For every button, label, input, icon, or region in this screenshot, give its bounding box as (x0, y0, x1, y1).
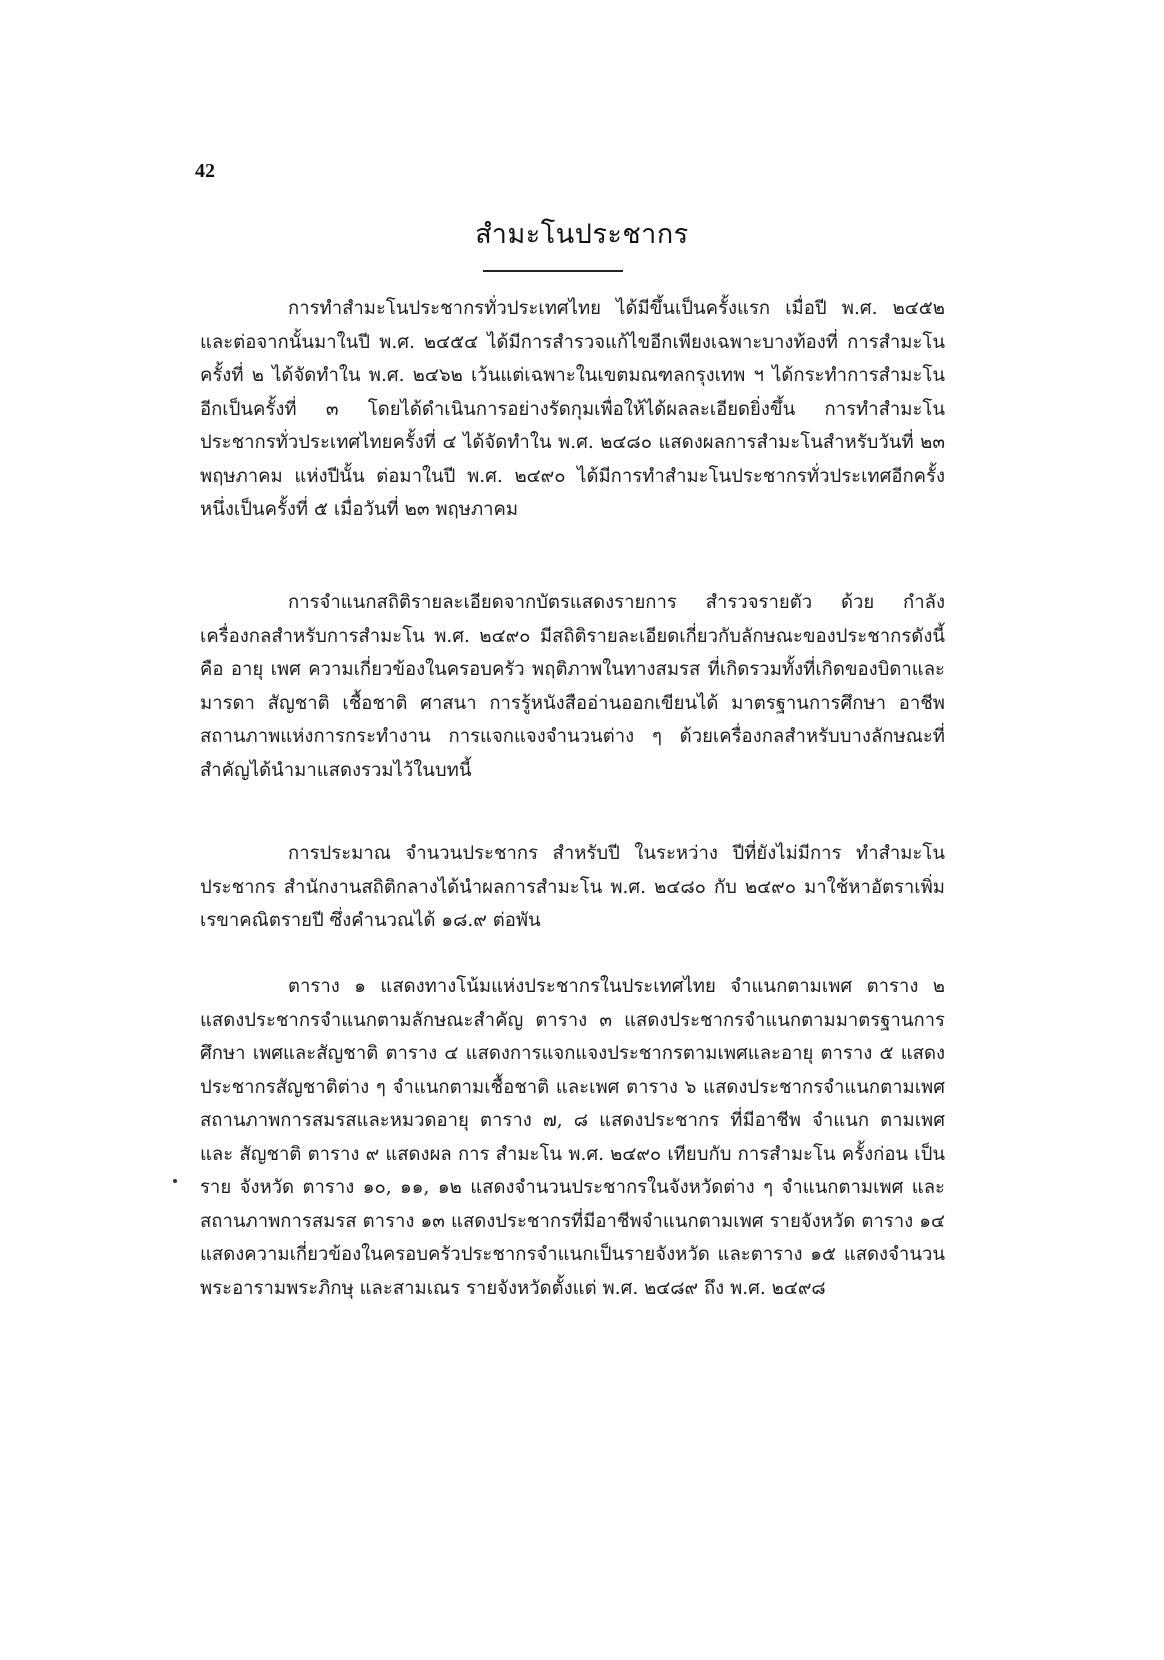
paragraph-statistics-classification: การจำแนกสถิติรายละเอียดจากบัตรแสดงรายการ สำรวจรายตัว ด้วย กำลังเครื่องกลสำหรับการสำมะโน พ.ศ. ๒๔๙๐ มีสถิติรายละเอียดเกี่ยวกับลักษณะของประชากรดังนี้ คือ อายุ เพศ ความเกี่ยวข้องในครอบครัว พฤติภาพในทางสมรส ที่เกิดรวมทั้งที่เกิดของบิดาและมารดา สัญชาติ เชื้อชาติ ศาสนา การรู้หนังสืออ่านออกเขียนได้ มาตรฐานการศึกษา อาชีพ สถานภาพแห่งการกระทำงาน การแจกแจงจำนวนต่าง ๆ ด้วยเครื่องกลสำหรับบางลักษณะที่สำคัญได้นำมาแสดงรวมไว้ในบทนี้ (200, 592, 945, 781)
paragraph-census-history: การทำสำมะโนประชากรทั่วประเทศไทย ได้มีขึ้นเป็นครั้งแรก เมื่อปี พ.ศ. ๒๔๕๒ และต่อจากนั้นมาในปี พ.ศ. ๒๔๕๔ ได้มีการสำรวจแก้ไขอีกเพียงเฉพาะบางท้องที่ การสำมะโนครั้งที่ ๒ ได้จัดทำใน พ.ศ. ๒๔๖๒ เว้นแต่เฉพาะในเขตมณฑลกรุงเทพ ฯ ได้กระทำการสำมะโนอีกเป็นครั้งที่ ๓ โดยได้ดำเนินการอย่างรัดกุมเพื่อให้ได้ผลละเอียดยิ่งขึ้น การทำสำมะโนประชากรทั่วประเทศไทยครั้งที่ ๔ ได้จัดทำใน พ.ศ. ๒๔๘๐ แสดงผลการสำมะโนสำหรับวันที่ ๒๓ พฤษภาคม แห่งปีนั้น ต่อมาในปี พ.ศ. ๒๔๙๐ ได้มีการทำสำมะโนประชากรทั่วประเทศอีกครั้งหนึ่งเป็นครั้งที่ ๕ เมื่อวันที่ ๒๓ พฤษภาคม (200, 298, 945, 520)
paragraph-population-estimate: การประมาณ จำนวนประชากร สำหรับปี ในระหว่าง ปีที่ยังไม่มีการ ทำสำมะโนประชากร สำนักงานสถิติกลางได้นำผลการสำมะโน พ.ศ. ๒๔๘๐ กับ ๒๔๙๐ มาใช้หาอัตราเพิ่มเรขาคณิตรายปี ซึ่งคำนวณได้ ๑๘.๙ ต่อพัน (200, 843, 945, 931)
paragraph-table-list: ตาราง ๑ แสดงทางโน้มแห่งประชากรในประเทศไทย จำแนกตามเพศ ตาราง ๒ แสดงประชากรจำแนกตามลักษณะสำคัญ ตาราง ๓ แสดงประชากรจำแนกตามมาตรฐานการศึกษา เพศและสัญชาติ ตาราง ๔ แสดงการแจกแจงประชากรตามเพศและอายุ ตาราง ๕ แสดงประชากรสัญชาติต่าง ๆ จำแนกตามเชื้อชาติ และเพศ ตาราง ๖ แสดงประชากรจำแนกตามเพศ สถานภาพการสมรสและหมวดอายุ ตาราง ๗, ๘ แสดงประชากร ที่มีอาชีพ จำแนก ตามเพศ และ สัญชาติ ตาราง ๙ แสดงผล การ สำมะโน พ.ศ. ๒๔๙๐ เทียบกับ การสำมะโน ครั้งก่อน เป็นราย จังหวัด ตาราง ๑๐, ๑๑, ๑๒ แสดงจำนวนประชากรในจังหวัดต่าง ๆ จำแนกตามเพศ และสถานภาพการสมรส ตาราง ๑๓ แสดงประชากรที่มีอาชีพจำแนกตามเพศ รายจังหวัด ตาราง ๑๔ แสดงความเกี่ยวข้องในครอบครัวประชากรจำแนกเป็นรายจังหวัด และตาราง ๑๕ แสดงจำนวนพระอารามพระภิกษุ และสามเณร รายจังหวัดตั้งแต่ พ.ศ. ๒๔๘๙ ถึง พ.ศ. ๒๔๙๘ (200, 976, 945, 1299)
page-title: สำมะโนประชากร (475, 219, 689, 250)
margin-dot (173, 1179, 177, 1183)
title-underline (483, 270, 623, 272)
page-number: 42 (195, 160, 215, 182)
